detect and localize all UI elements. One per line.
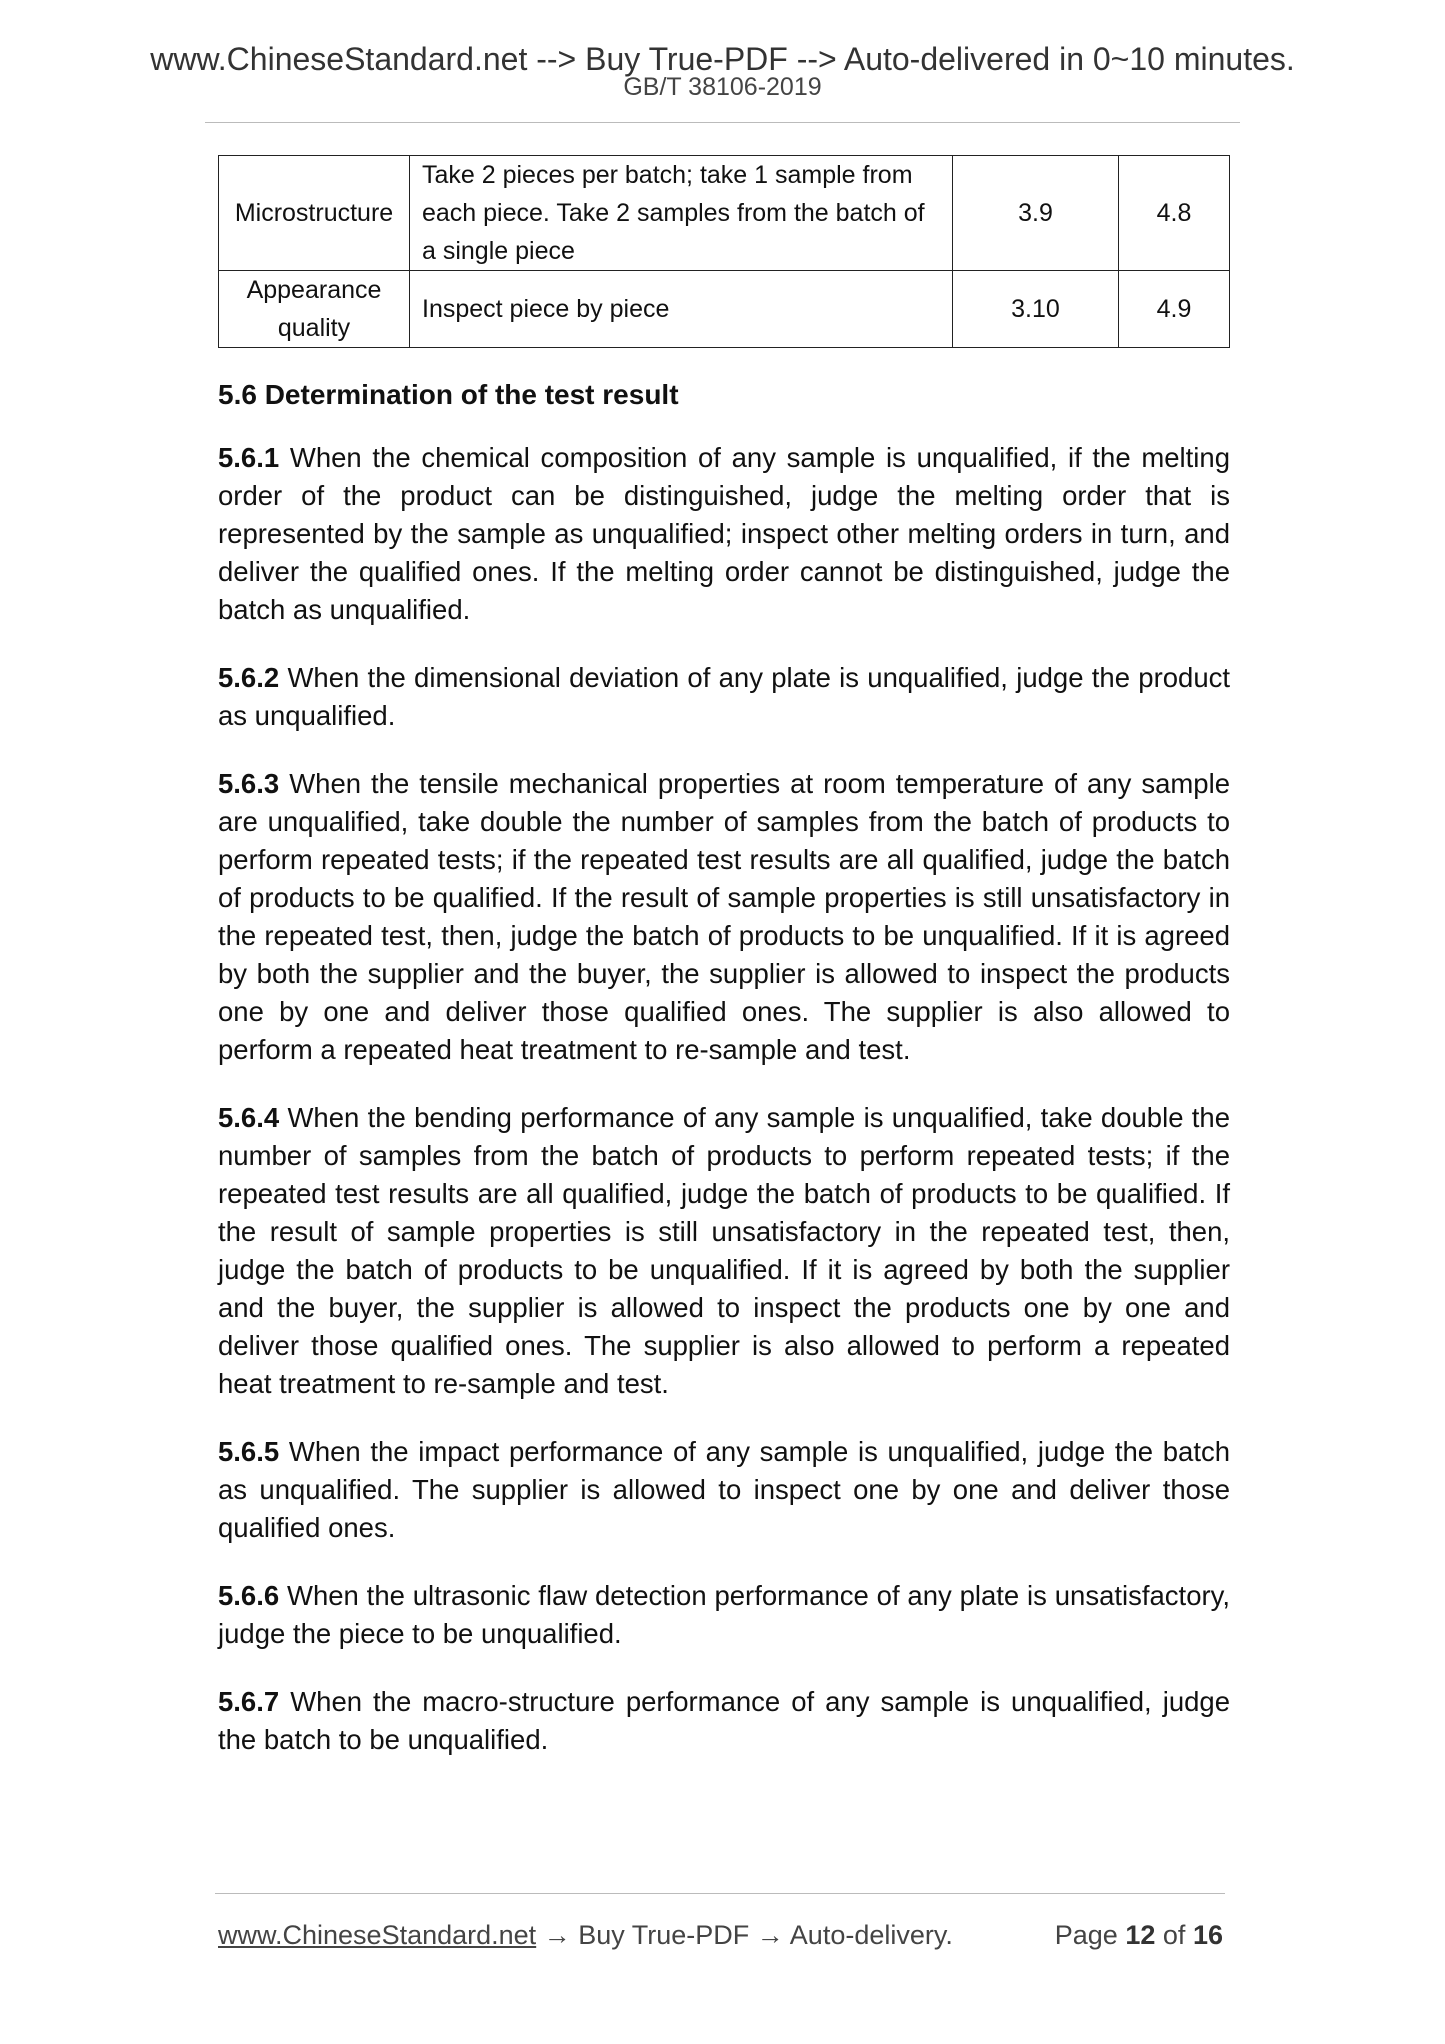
clause-text: When the tensile mechanical properties at room temperature of any sample are unqualified, take double the number of samples from the batch of products to perform repeated tests; if the repeated test results are all qualified, judge the batch of products to be qualified. If the result of sample properties is still unsatisfactory in the repeated test, then, judge the batch of products to be unqualified. If it is agreed by both the supplier and the buyer, the supplier is allowed to inspect the products one by one and deliver those qualified ones. The supplier is also allowed to perform a repeated heat treatment to re-sample and test.: [218, 768, 1230, 1065]
clause-paragraph: [218, 439, 1230, 629]
clause-paragraph: [218, 659, 1230, 735]
page-number: 12: [1125, 1920, 1156, 1950]
clause-number: 5.6.6: [218, 1580, 280, 1611]
table-row: [219, 156, 1230, 271]
arrow-right-icon: →: [543, 1920, 571, 1950]
inspection-table: [218, 155, 1230, 348]
footer-divider: [215, 1893, 1225, 1894]
clause-text: When the ultrasonic flaw detection performance of any plate is unsatisfactory, judge the piece to be unqualified.: [218, 1580, 1231, 1649]
clause-number: 5.6.3: [218, 768, 280, 799]
page-footer: [218, 1918, 1223, 1952]
table-cell-sampling: Take 2 pieces per batch; take 1 sample from each piece. Take 2 samples from the batch of a single piece: [410, 156, 953, 271]
clause-paragraph: [218, 765, 1230, 1069]
header-banner[interactable]: www.ChineseStandard.net --> Buy True-PDF --> Auto-delivered in 0~10 minutes.: [150, 41, 1295, 77]
clause-paragraph: [218, 1099, 1230, 1403]
table-cell-test-method: 4.9: [1119, 271, 1230, 348]
footer-delivery-text: Auto-delivery.: [789, 1920, 953, 1950]
clause-text: When the impact performance of any sample is unqualified, judge the batch as unqualified. The supplier is allowed to inspect one by one and deliver those qualified ones.: [218, 1436, 1231, 1543]
section-heading: 5.6 Determination of the test result: [218, 379, 679, 410]
header-divider: [205, 122, 1240, 123]
of-label: of: [1162, 1920, 1186, 1950]
clause-number: 5.6.2: [218, 662, 280, 693]
arrow-right-icon: →: [756, 1920, 784, 1950]
table-cell-item: Appearance quality: [219, 271, 410, 348]
clause-paragraph: [218, 1683, 1230, 1759]
clause-number: 5.6.5: [218, 1436, 280, 1467]
clause-number: 5.6.4: [218, 1102, 280, 1133]
footer-site-link[interactable]: www.ChineseStandard.net: [218, 1920, 537, 1950]
section-content: [218, 375, 1230, 1789]
clause-text: When the macro-structure performance of any sample is unqualified, judge the batch to be unqualified.: [218, 1686, 1230, 1755]
page-label: Page: [1054, 1920, 1118, 1950]
table-row: [219, 271, 1230, 348]
table-cell-item: Microstructure: [219, 156, 410, 271]
standard-code: GB/T 38106-2019: [623, 73, 822, 101]
table-cell-requirement: 3.10: [953, 271, 1119, 348]
page-indicator: [1055, 1918, 1223, 1952]
clause-text: When the dimensional deviation of any plate is unqualified, judge the product as unqualified.: [218, 662, 1231, 731]
clause-text: When the chemical composition of any sample is unqualified, if the melting order of the product can be distinguished, judge the melting order that is represented by the sample as unqualified; inspect other melting orders in turn, and deliver the qualified ones. If the melting order cannot be distinguished, judge the batch as unqualified.: [218, 442, 1230, 625]
clause-paragraph: [218, 1433, 1230, 1547]
table-cell-test-method: 4.8: [1119, 156, 1230, 271]
clause-paragraph: [218, 1577, 1230, 1653]
table-cell-sampling: Inspect piece by piece: [410, 271, 953, 348]
clause-text: When the bending performance of any sample is unqualified, take double the number of samples from the batch of products to perform repeated tests; if the repeated test results are all qualified, judge the batch of products to be qualified. If the result of sample properties is still unsatisfactory in the repeated test, then, judge the batch of products to be unqualified. If it is agreed by both the supplier and the buyer, the supplier is allowed to inspect the products one by one and deliver those qualified ones. The supplier is also allowed to perform a repeated heat treatment to re-sample and test.: [218, 1102, 1231, 1399]
clause-number: 5.6.1: [218, 442, 280, 473]
footer-buy-text: Buy True-PDF: [578, 1920, 750, 1950]
clause-number: 5.6.7: [218, 1686, 280, 1717]
total-pages: 16: [1192, 1920, 1223, 1950]
table-cell-requirement: 3.9: [953, 156, 1119, 271]
